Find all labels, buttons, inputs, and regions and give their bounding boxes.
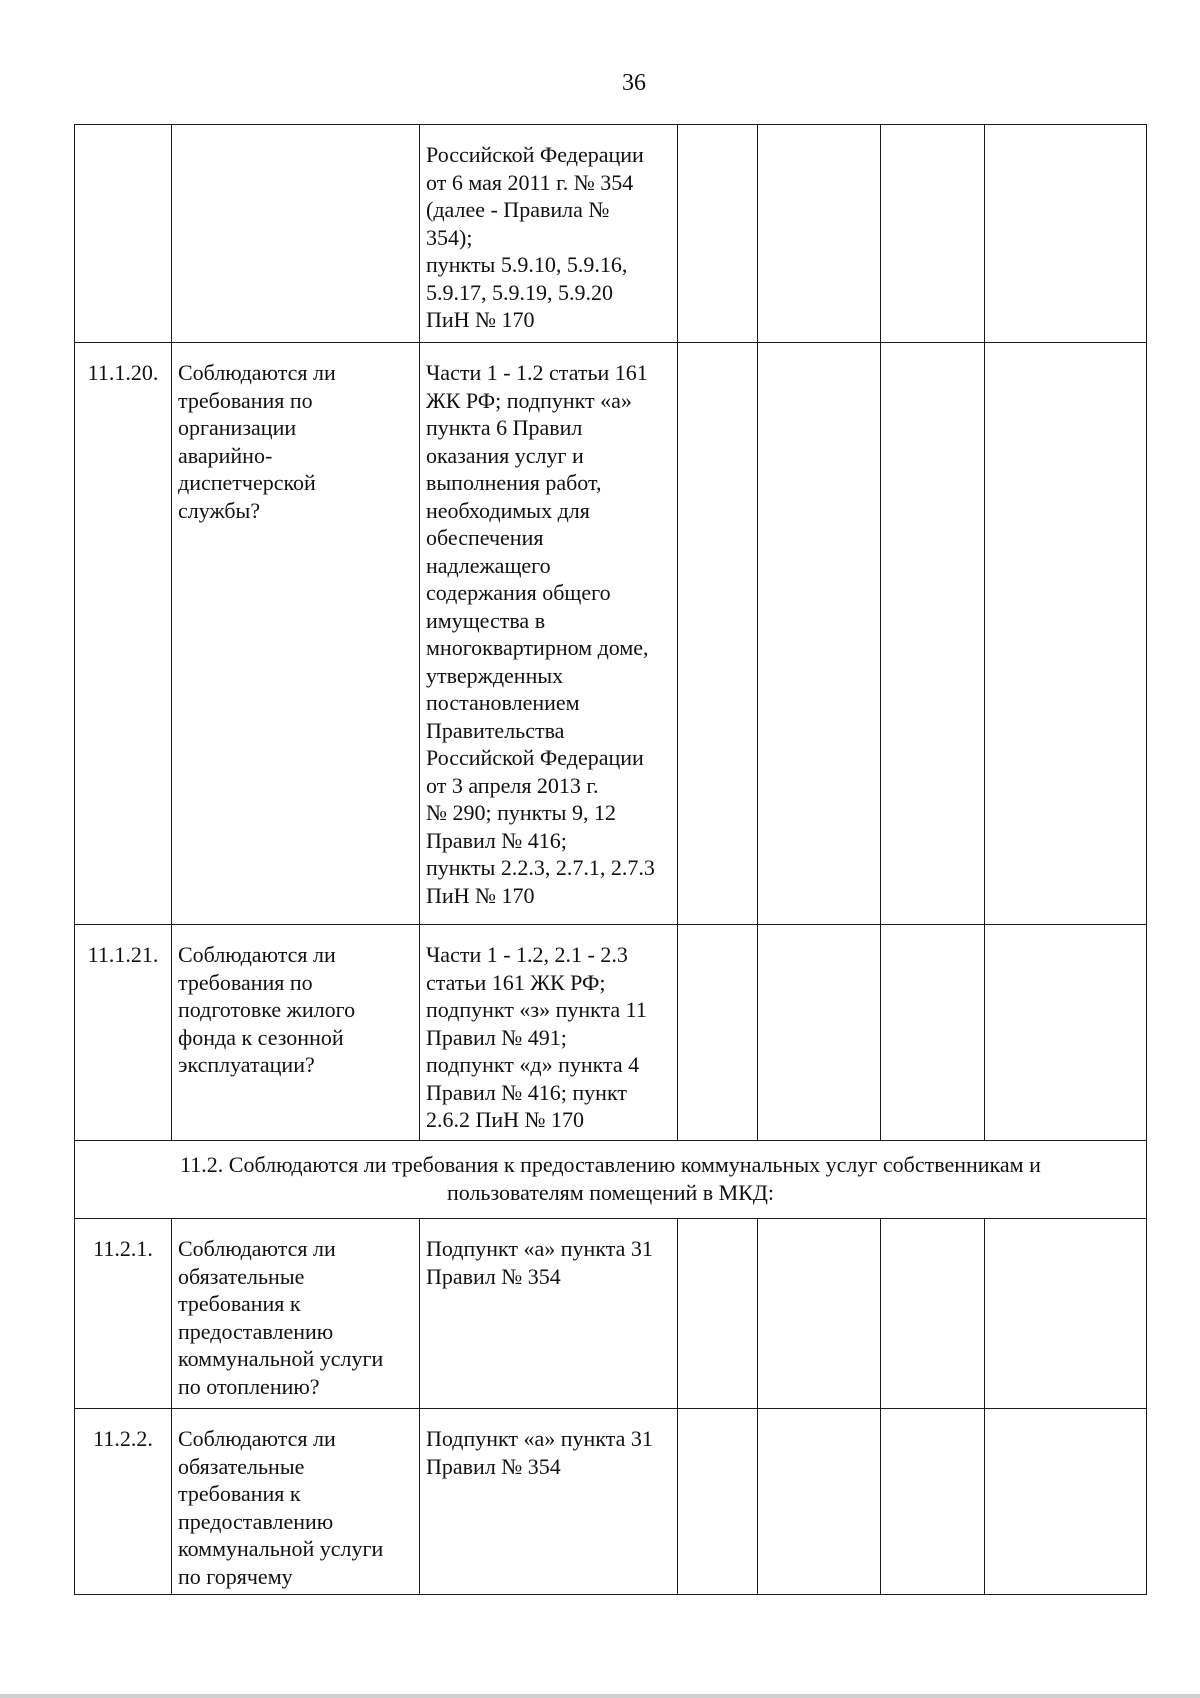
table-row — [75, 925, 1147, 1141]
reference-line: ПиН № 170 — [426, 882, 535, 908]
reference-line: Правительства — [426, 717, 565, 743]
reference-line: 354); — [426, 224, 473, 250]
item-number: 11.1.21. — [75, 925, 172, 1141]
reference-line: статьи 161 ЖК РФ; — [426, 969, 606, 995]
question-line: по горячему — [178, 1563, 293, 1589]
reference-line: ЖК РФ; подпункт «а» — [426, 387, 632, 413]
table-row — [75, 1409, 1147, 1595]
reference-line: от 6 мая 2011 г. № 354 — [426, 169, 634, 195]
question-line: предоставлению — [178, 1318, 334, 1344]
question-line: аварийно- — [178, 442, 273, 468]
question-cell — [172, 925, 420, 1141]
reference-line: пункты 5.9.10, 5.9.16, — [426, 252, 628, 277]
empty-cell — [678, 1219, 758, 1409]
reference-line: необходимых для — [426, 497, 590, 523]
question-line: Соблюдаются ли — [178, 1236, 336, 1261]
reference-cell — [420, 925, 678, 1141]
reference-line: ПиН № 170 — [426, 307, 535, 332]
reference-line: № 290; пункты 9, 12 — [426, 800, 616, 825]
reference-line: подпункт «д» пункта 4 — [426, 1052, 640, 1077]
table-row — [75, 1219, 1147, 1409]
reference-line: от 3 апреля 2013 г. — [426, 772, 599, 798]
inspection-checklist-table — [74, 124, 1147, 1595]
reference-cell — [420, 1219, 678, 1409]
item-number: 11.2.2. — [75, 1409, 172, 1595]
empty-cell — [758, 125, 881, 343]
empty-cell — [881, 925, 985, 1141]
reference-line: многоквартирном доме, — [426, 635, 649, 660]
question-line: службы? — [178, 497, 261, 523]
item-number: 11.2.1. — [75, 1219, 172, 1409]
reference-line: постановлением — [426, 690, 580, 715]
reference-line: пункта 6 Правил — [426, 415, 583, 440]
empty-cell — [881, 1409, 985, 1595]
question-cell — [172, 1219, 420, 1409]
empty-cell — [881, 343, 985, 925]
table-row — [75, 343, 1147, 925]
reference-cell — [420, 343, 678, 925]
question-line: Соблюдаются ли — [178, 360, 336, 385]
reference-line: Части 1 - 1.2, 2.1 - 2.3 — [426, 942, 628, 967]
table-row — [75, 125, 1147, 343]
section-row — [75, 1141, 1147, 1219]
question-line: требования по — [178, 387, 313, 413]
question-line: требования к — [178, 1481, 301, 1506]
empty-cell — [758, 343, 881, 925]
reference-line: 2.6.2 ПиН № 170 — [426, 1107, 585, 1132]
reference-line: Правил № 416; — [426, 827, 567, 853]
reference-line: оказания услуг и — [426, 442, 584, 468]
reference-line: (далее - Правила № — [426, 197, 610, 222]
question-cell — [172, 343, 420, 925]
empty-cell — [678, 925, 758, 1141]
reference-cell — [420, 1409, 678, 1595]
empty-cell — [678, 1409, 758, 1595]
question-cell — [172, 125, 420, 343]
page-number: 36 — [622, 70, 646, 96]
question-cell — [172, 1409, 420, 1595]
question-line: требования по — [178, 969, 313, 995]
reference-line: утвержденных — [426, 662, 564, 688]
reference-line: Российской Федерации — [426, 745, 644, 770]
empty-cell — [678, 125, 758, 343]
page-bottom-edge — [0, 1694, 1200, 1698]
empty-cell — [881, 1219, 985, 1409]
reference-cell — [420, 125, 678, 343]
empty-cell — [985, 1219, 1147, 1409]
reference-line: Правил № 354 — [426, 1263, 561, 1289]
reference-line: Подпункт «а» пункта 31 — [426, 1236, 653, 1261]
question-line: фонда к сезонной — [178, 1024, 344, 1050]
question-line: Соблюдаются ли — [178, 1426, 336, 1451]
empty-cell — [985, 1409, 1147, 1595]
reference-line: надлежащего — [426, 552, 551, 578]
question-line: организации — [178, 415, 297, 440]
question-line: коммунальной услуги — [178, 1346, 384, 1371]
reference-line: содержания общего — [426, 580, 611, 605]
reference-line: Российской Федерации — [426, 142, 644, 167]
item-number: 11.1.20. — [75, 343, 172, 925]
empty-cell — [985, 343, 1147, 925]
question-line: подготовке жилого — [178, 997, 356, 1022]
empty-cell — [881, 125, 985, 343]
empty-cell — [985, 125, 1147, 343]
question-line: требования к — [178, 1291, 301, 1316]
reference-line: Подпункт «а» пункта 31 — [426, 1426, 653, 1451]
question-line: обязательные — [178, 1263, 305, 1289]
reference-line: Части 1 - 1.2 статьи 161 — [426, 360, 648, 385]
reference-line: Правил № 416; пункт — [426, 1079, 627, 1105]
reference-line: подпункт «з» пункта 11 — [426, 997, 647, 1022]
empty-cell — [678, 343, 758, 925]
item-number — [75, 125, 172, 343]
empty-cell — [758, 1219, 881, 1409]
empty-cell — [758, 1409, 881, 1595]
reference-line: имущества в — [426, 607, 546, 633]
reference-line: выполнения работ, — [426, 470, 602, 495]
empty-cell — [985, 925, 1147, 1141]
question-line: обязательные — [178, 1453, 305, 1479]
reference-line: 5.9.17, 5.9.19, 5.9.20 — [426, 279, 613, 305]
reference-line: пункты 2.2.3, 2.7.1, 2.7.3 — [426, 855, 655, 880]
section-heading: 11.2. Соблюдаются ли требования к предоставлению коммунальных услуг собственникам и пользователям помещений в МКД: — [75, 1141, 1147, 1219]
reference-line: Правил № 354 — [426, 1453, 561, 1479]
reference-line: Правил № 491; — [426, 1024, 567, 1050]
question-line: по отоплению? — [178, 1373, 320, 1399]
reference-line: обеспечения — [426, 525, 544, 550]
question-line: диспетчерской — [178, 470, 316, 495]
question-line: эксплуатации? — [178, 1052, 315, 1077]
question-line: коммунальной услуги — [178, 1536, 384, 1561]
question-line: предоставлению — [178, 1508, 334, 1534]
question-line: Соблюдаются ли — [178, 942, 336, 967]
empty-cell — [758, 925, 881, 1141]
